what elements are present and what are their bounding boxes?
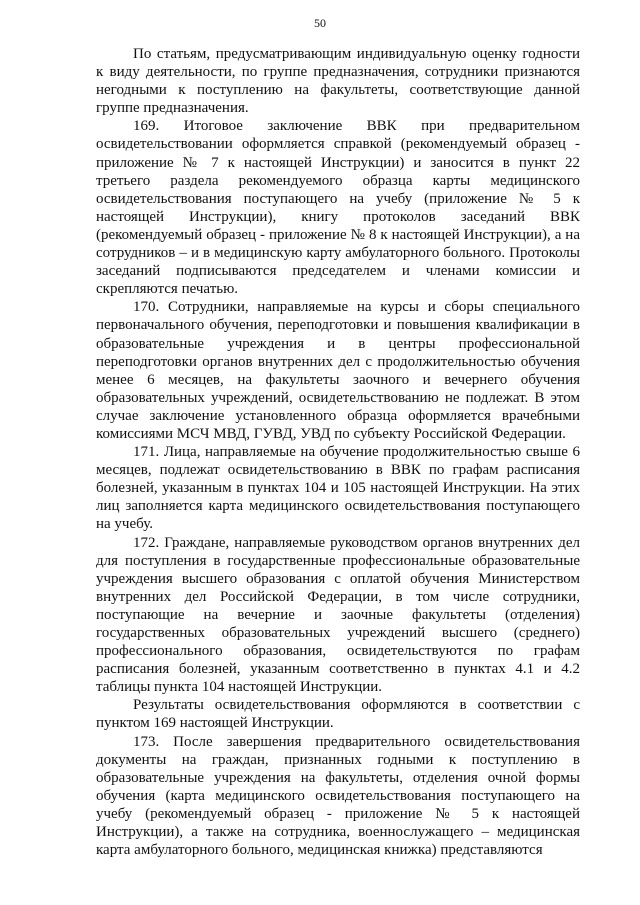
paragraph-170: 170. Сотрудники, направляемые на курсы и сборы специального первоначального обучения, переподготовки и повышения квалификации в образовательные учреждения и в центры профессиональной переподготовки органов внутренних дел с продолжительностью обучения менее 6 месяцев, на факультеты заочного и вечернего обучения образовательных учреждений, освидетельствованию не подлежат. В этом случае заключение установленного образца оформляется врачебными комиссиями МСЧ МВД, ГУВД, УВД по субъекту Российской Федерации. [96,299,580,442]
paragraph-171: 171. Лица, направляемые на обучение продолжительностью свыше 6 месяцев, подлежат освидетельствованию в ВВК по графам расписания болезней, указанным в пунктах 104 и 105 настоящей Инструкции. На этих лиц заполняется карта медицинского освидетельствования поступающего на учебу. [96,444,580,533]
paragraph-173: 173. После завершения предварительного освидетельствования документы на граждан, признанных годными к поступлению в образовательные учреждения на факультеты, отделения очной формы обучения (карта медицинского освидетельствования поступающего на учебу (рекомендуемый образец - приложение № 5 к настоящей Инструкции), а также на сотрудника, военнослужащего – медицинская карта амбулаторного больного, медицинская книжка) представляются [96,733,580,859]
paragraph-172-results: Результаты освидетельствования оформляются в соответствии с пунктом 169 настоящей Инструкции. [96,697,580,732]
paragraph-intro: По статьям, предусматривающим индивидуальную оценку годности к виду деятельности, по группе предназначения, сотрудники признаются негодными к поступлению на факультеты, соответствующие данной группе предназначения. [96,46,580,117]
paragraph-172: 172. Граждане, направляемые руководством органов внутренних дел для поступления в государственные профессиональные образовательные учреждения высшего образования с оплатой обучения Министерством внутренних дел Российской Федерации, в том числе сотрудники, поступающие на вечерние и заочные факультеты (отделения) государственных образовательных учреждений высшего (среднего) профессионального образования, освидетельствуются по графам расписания болезней, указанным соответственно в пунктах 4.1 и 4.2 таблицы пункта 104 настоящей Инструкции. [96,534,580,696]
paragraph-169: 169. Итоговое заключение ВВК при предварительном освидетельствовании оформляется справкой (рекомендуемый образец - приложение № 7 к настоящей Инструкции) и заносится в пункт 22 третьего раздела рекомендуемого образца карты медицинского освидетельствования поступающего на учебу (приложение № 5 к настоящей Инструкции), книгу протоколов заседаний ВВК (рекомендуемый образец - приложение № 8 к настоящей Инструкции), а на сотрудников – и в медицинскую карту амбулаторного больного. Протоколы заседаний подписываются председателем и членами комиссии и скрепляются печатью. [96,118,580,298]
page-number: 50 [314,16,326,30]
document-body [96,45,580,859]
